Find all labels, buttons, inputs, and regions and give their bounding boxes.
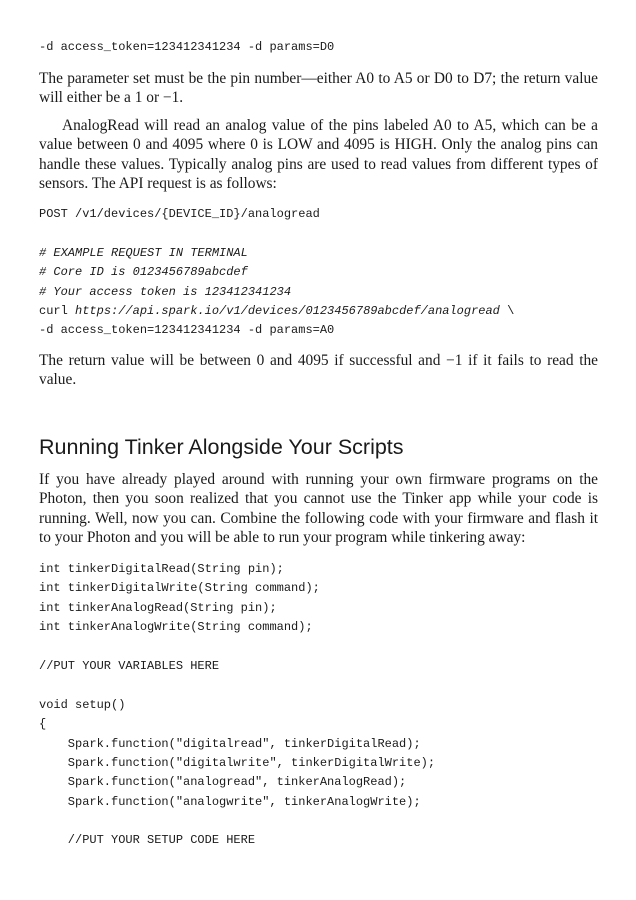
code-line: //PUT YOUR SETUP CODE HERE xyxy=(39,833,256,848)
code-comment-line: # Your access token is 123412341234 xyxy=(39,284,292,299)
code-line: int tinkerDigitalRead(String pin); xyxy=(39,562,284,576)
code-line: int tinkerAnalogWrite(String command); xyxy=(39,620,313,635)
code-block-tinker-firmware xyxy=(39,560,435,851)
code-line: Spark.function("analogread", tinkerAnalogRead); xyxy=(39,775,407,790)
code-block-access-token-d0 xyxy=(39,38,334,57)
code-line: -d access_token=123412341234 -d params=D0 xyxy=(39,40,335,54)
curl-url: https://api.spark.io/v1/devices/0123456789abcdef/analogread xyxy=(75,303,500,318)
code-curl-line xyxy=(39,302,514,321)
code-line: { xyxy=(39,717,47,732)
code-line-blank xyxy=(39,224,514,243)
code-line-blank xyxy=(39,812,435,831)
section-heading: Running Tinker Alongside Your Scripts xyxy=(39,435,404,459)
curl-continuation: \ xyxy=(499,303,515,318)
code-line: Spark.function("digitalread", tinkerDigitalRead); xyxy=(39,736,421,751)
code-line: //PUT YOUR VARIABLES HERE xyxy=(39,658,220,673)
code-comment-line: # Core ID is 0123456789abcdef xyxy=(39,265,248,280)
code-line-blank xyxy=(39,676,435,695)
paragraph-tinker-intro: If you have already played around with running your own firmware programs on the Photon, then you soon realized that you cannot use the Tinker app while your code is running. Well, now you can. Combine the following code with your firmware and flash it to your Photon and you will be able to run your program while tinkering away: xyxy=(39,471,598,547)
code-line: POST /v1/devices/{DEVICE_ID}/analogread xyxy=(39,207,320,221)
paragraph-return-value: The return value will be between 0 and 4095 if successful and −1 if it fails to read the value. xyxy=(39,352,598,389)
curl-command: curl xyxy=(39,303,76,318)
code-block-analogread-request xyxy=(39,205,514,341)
code-line: Spark.function("digitalwrite", tinkerDigitalWrite); xyxy=(39,755,436,770)
code-line-blank xyxy=(39,638,435,657)
code-line: Spark.function("analogwrite", tinkerAnalogWrite); xyxy=(39,794,421,809)
code-line: int tinkerDigitalWrite(String command); xyxy=(39,581,320,596)
code-comment-line: # EXAMPLE REQUEST IN TERMINAL xyxy=(39,245,248,260)
paragraph-pin-number: The parameter set must be the pin number—either A0 to A5 or D0 to D7; the return value will either be a 1 or −1. xyxy=(39,70,598,107)
code-line: void setup() xyxy=(39,697,126,712)
code-line: int tinkerAnalogRead(String pin); xyxy=(39,600,277,615)
code-line: -d access_token=123412341234 -d params=A0 xyxy=(39,323,335,338)
paragraph-analogread: AnalogRead will read an analog value of the pins labeled A0 to A5, which can be a value between 0 and 4095 where 0 is LOW and 4095 is HIGH. Only the analog pins can handle these values. Typically analog pins are used to read values from different types of sensors. The API request is as follows: xyxy=(39,117,598,193)
